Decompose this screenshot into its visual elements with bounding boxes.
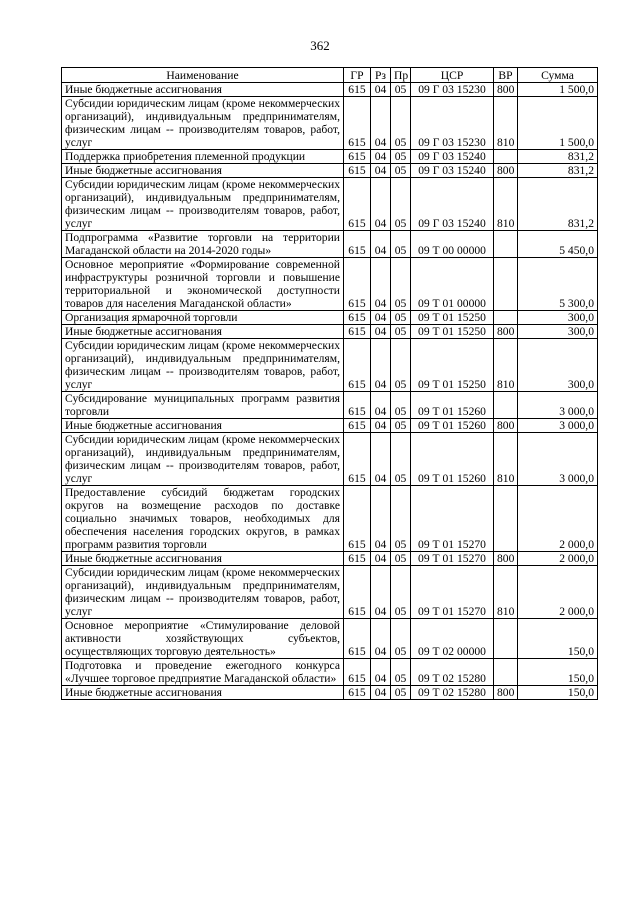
row-csr: 09 Г 03 15240: [411, 150, 494, 164]
row-rz: 04: [371, 231, 391, 258]
row-sum: 300,0: [518, 311, 598, 325]
row-rz: 04: [371, 164, 391, 178]
row-name: Иные бюджетные ассигнования: [62, 552, 344, 566]
row-vr: [494, 659, 518, 686]
row-pr: 05: [391, 311, 411, 325]
table-row: [62, 258, 598, 311]
row-name: Иные бюджетные ассигнования: [62, 83, 344, 97]
row-gr: 615: [344, 164, 371, 178]
row-csr: 09 Т 01 15270: [411, 566, 494, 619]
row-rz: 04: [371, 311, 391, 325]
table-row: [62, 659, 598, 686]
row-rz: 04: [371, 258, 391, 311]
row-vr: 800: [494, 419, 518, 433]
row-csr: 09 Т 01 15270: [411, 486, 494, 552]
row-csr: 09 Т 02 15280: [411, 659, 494, 686]
row-gr: 615: [344, 150, 371, 164]
table-row: [62, 566, 598, 619]
row-sum: 2 000,0: [518, 486, 598, 552]
row-rz: 04: [371, 97, 391, 150]
row-name: Субсидии юридическим лицам (кроме некоммерческих организаций), индивидуальным предпринимателям, физическим лицам -- производителям товаров, работ, услуг: [62, 97, 344, 150]
table-row: [62, 433, 598, 486]
budget-table: [61, 67, 598, 700]
row-name: Субсидии юридическим лицам (кроме некоммерческих организаций), индивидуальным предпринимателям, физическим лицам -- производителям товаров, работ, услуг: [62, 566, 344, 619]
row-csr: 09 Т 01 15250: [411, 325, 494, 339]
row-gr: 615: [344, 325, 371, 339]
row-name: Иные бюджетные ассигнования: [62, 164, 344, 178]
row-rz: 04: [371, 659, 391, 686]
row-rz: 04: [371, 339, 391, 392]
row-sum: 3 000,0: [518, 392, 598, 419]
row-pr: 05: [391, 150, 411, 164]
row-gr: 615: [344, 419, 371, 433]
row-sum: 3 000,0: [518, 433, 598, 486]
row-rz: 04: [371, 566, 391, 619]
row-name: Подпрограмма «Развитие торговли на территории Магаданской области на 2014-2020 годы»: [62, 231, 344, 258]
row-name: Предоставление субсидий бюджетам городских округов на возмещение расходов по доставке социально значимых товаров, необходимых для обеспечения населения городских округов, в рамках программ развития торговли: [62, 486, 344, 552]
row-pr: 05: [391, 258, 411, 311]
row-csr: 09 Т 01 15270: [411, 552, 494, 566]
row-pr: 05: [391, 552, 411, 566]
row-pr: 05: [391, 433, 411, 486]
header-pr: Пр: [391, 68, 411, 83]
row-gr: 615: [344, 552, 371, 566]
row-sum: 150,0: [518, 659, 598, 686]
row-vr: [494, 231, 518, 258]
row-pr: 05: [391, 686, 411, 700]
row-gr: 615: [344, 619, 371, 659]
header-sum: Сумма: [518, 68, 598, 83]
row-vr: 810: [494, 433, 518, 486]
row-rz: 04: [371, 686, 391, 700]
row-gr: 615: [344, 686, 371, 700]
row-sum: 150,0: [518, 686, 598, 700]
table-body: [62, 83, 598, 700]
row-csr: 09 Т 01 00000: [411, 258, 494, 311]
row-csr: 09 Т 01 15250: [411, 311, 494, 325]
row-vr: [494, 258, 518, 311]
header-vr: ВР: [494, 68, 518, 83]
table-row: [62, 97, 598, 150]
row-pr: 05: [391, 659, 411, 686]
row-name: Иные бюджетные ассигнования: [62, 686, 344, 700]
page-number: 362: [310, 38, 330, 53]
row-sum: 831,2: [518, 150, 598, 164]
row-pr: 05: [391, 164, 411, 178]
row-sum: 300,0: [518, 325, 598, 339]
table-row: [62, 392, 598, 419]
row-name: Подготовка и проведение ежегодного конкурса «Лучшее торговое предприятие Магаданской области»: [62, 659, 344, 686]
row-name: Основное мероприятие «Стимулирование деловой активности хозяйствующих субъектов, осуществляющих торговую деятельность»: [62, 619, 344, 659]
row-csr: 09 Т 00 00000: [411, 231, 494, 258]
row-csr: 09 Т 01 15250: [411, 339, 494, 392]
row-name: Организация ярмарочной торговли: [62, 311, 344, 325]
row-vr: 800: [494, 325, 518, 339]
row-gr: 615: [344, 258, 371, 311]
row-name: Основное мероприятие «Формирование современной инфраструктуры розничной торговли и повышение территориальной и экономической доступности товаров для населения Магаданской области»: [62, 258, 344, 311]
table-row: [62, 83, 598, 97]
row-rz: 04: [371, 325, 391, 339]
row-name: Субсидии юридическим лицам (кроме некоммерческих организаций), индивидуальным предпринимателям, физическим лицам -- производителям товаров, работ, услуг: [62, 178, 344, 231]
row-vr: 800: [494, 83, 518, 97]
row-csr: 09 Т 01 15260: [411, 433, 494, 486]
row-sum: 831,2: [518, 178, 598, 231]
row-rz: 04: [371, 486, 391, 552]
header-rz: Рз: [371, 68, 391, 83]
row-sum: 3 000,0: [518, 419, 598, 433]
row-vr: [494, 619, 518, 659]
row-pr: 05: [391, 566, 411, 619]
row-rz: 04: [371, 552, 391, 566]
row-sum: 2 000,0: [518, 552, 598, 566]
row-name: Иные бюджетные ассигнования: [62, 325, 344, 339]
row-rz: 04: [371, 619, 391, 659]
row-csr: 09 Г 03 15240: [411, 178, 494, 231]
row-pr: 05: [391, 619, 411, 659]
row-vr: 800: [494, 552, 518, 566]
table-row: [62, 150, 598, 164]
row-csr: 09 Г 03 15230: [411, 97, 494, 150]
row-pr: 05: [391, 231, 411, 258]
row-pr: 05: [391, 486, 411, 552]
table-row: [62, 552, 598, 566]
table-row: [62, 619, 598, 659]
row-gr: 615: [344, 433, 371, 486]
table-row: [62, 339, 598, 392]
row-csr: 09 Т 01 15260: [411, 392, 494, 419]
row-vr: 810: [494, 566, 518, 619]
row-vr: 800: [494, 164, 518, 178]
row-sum: 1 500,0: [518, 83, 598, 97]
table-header-row: [62, 68, 598, 83]
row-name: Поддержка приобретения племенной продукции: [62, 150, 344, 164]
row-rz: 04: [371, 150, 391, 164]
row-gr: 615: [344, 659, 371, 686]
row-vr: [494, 150, 518, 164]
row-gr: 615: [344, 178, 371, 231]
header-gr: ГР: [344, 68, 371, 83]
row-gr: 615: [344, 231, 371, 258]
row-pr: 05: [391, 419, 411, 433]
row-sum: 300,0: [518, 339, 598, 392]
row-pr: 05: [391, 392, 411, 419]
row-name: Субсидии юридическим лицам (кроме некоммерческих организаций), индивидуальным предпринимателям, физическим лицам -- производителям товаров, работ, услуг: [62, 339, 344, 392]
row-sum: 150,0: [518, 619, 598, 659]
row-gr: 615: [344, 392, 371, 419]
row-gr: 615: [344, 97, 371, 150]
header-csr: ЦСР: [411, 68, 494, 83]
row-csr: 09 Г 03 15240: [411, 164, 494, 178]
header-name: Наименование: [62, 68, 344, 83]
row-rz: 04: [371, 433, 391, 486]
table-row: [62, 486, 598, 552]
row-name: Иные бюджетные ассигнования: [62, 419, 344, 433]
table-row: [62, 419, 598, 433]
row-csr: 09 Т 01 15260: [411, 419, 494, 433]
table-row: [62, 325, 598, 339]
row-gr: 615: [344, 339, 371, 392]
row-vr: 810: [494, 97, 518, 150]
table-row: [62, 178, 598, 231]
table-row: [62, 231, 598, 258]
table-row: [62, 311, 598, 325]
row-gr: 615: [344, 83, 371, 97]
row-sum: 1 500,0: [518, 97, 598, 150]
row-rz: 04: [371, 83, 391, 97]
row-vr: 810: [494, 178, 518, 231]
row-vr: [494, 311, 518, 325]
row-vr: 800: [494, 686, 518, 700]
row-csr: 09 Г 03 15230: [411, 83, 494, 97]
row-csr: 09 Т 02 00000: [411, 619, 494, 659]
row-pr: 05: [391, 339, 411, 392]
row-rz: 04: [371, 392, 391, 419]
row-csr: 09 Т 02 15280: [411, 686, 494, 700]
row-sum: 5 300,0: [518, 258, 598, 311]
row-pr: 05: [391, 83, 411, 97]
row-pr: 05: [391, 97, 411, 150]
row-vr: [494, 392, 518, 419]
row-rz: 04: [371, 419, 391, 433]
row-vr: [494, 486, 518, 552]
row-sum: 2 000,0: [518, 566, 598, 619]
row-rz: 04: [371, 178, 391, 231]
row-name: Субсидии юридическим лицам (кроме некоммерческих организаций), индивидуальным предпринимателям, физическим лицам -- производителям товаров, работ, услуг: [62, 433, 344, 486]
row-gr: 615: [344, 566, 371, 619]
row-vr: 810: [494, 339, 518, 392]
table-row: [62, 164, 598, 178]
row-sum: 5 450,0: [518, 231, 598, 258]
row-sum: 831,2: [518, 164, 598, 178]
row-gr: 615: [344, 486, 371, 552]
table-row: [62, 686, 598, 700]
row-gr: 615: [344, 311, 371, 325]
row-pr: 05: [391, 178, 411, 231]
row-name: Субсидирование муниципальных программ развития торговли: [62, 392, 344, 419]
row-pr: 05: [391, 325, 411, 339]
